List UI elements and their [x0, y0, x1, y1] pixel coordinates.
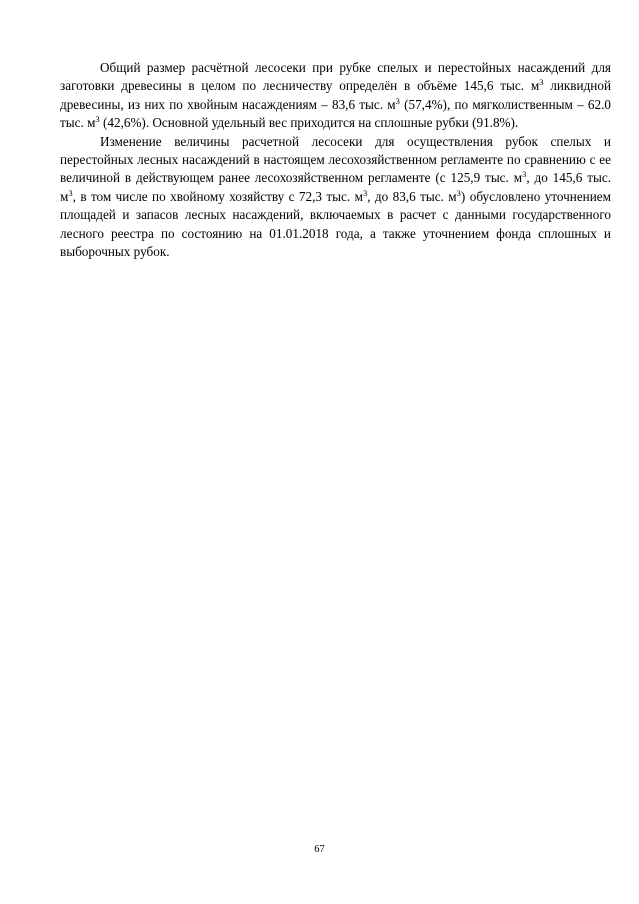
paragraph-2-superscript-1: 3 — [522, 169, 527, 180]
paragraph-2-superscript-2: 3 — [68, 187, 73, 198]
paragraph-allowable-cut-size — [60, 59, 611, 133]
page-number: 67 — [314, 844, 325, 855]
paragraph-2-text-4: , до 83,6 тыс. м — [367, 188, 457, 204]
paragraph-2-text-3: , в том числе по хвойному хозяйству с 72,3 тыс. м — [72, 188, 363, 204]
paragraph-2-text-2: , до 145,6 тыс. м — [60, 170, 611, 204]
paragraph-1-text-2: ликвидной древесины, из них по хвойным насаждениям – 83,6 тыс. м — [60, 78, 612, 112]
paragraph-1-text-1: Общий размер расчётной лесосеки при рубке спелых и перестойных насаждений для заготовки древесины в целом по лесничеству определён в объёме 145,6 тыс. м — [60, 60, 611, 94]
paragraph-1-text-4: (42,6%). Основной удельный вес приходится на сплошные рубки (91.8%). — [99, 115, 519, 131]
paragraph-1-superscript-2: 3 — [395, 95, 400, 106]
paragraph-2-superscript-4: 3 — [456, 187, 461, 198]
paragraph-allowable-cut-change — [60, 133, 611, 262]
paragraph-2-superscript-3: 3 — [362, 187, 368, 198]
paragraph-2-text-5: ) обусловлено уточнением площадей и запасов лесных насаждений, включаемых в расчет с данными государственного лесного реестра по состоянию на 01.01.2018 года, а также уточнением фонда сплошных и выборочных рубок. — [60, 188, 611, 260]
paragraph-1-superscript-1: 3 — [539, 77, 544, 88]
paragraph-2-text-1: Изменение величины расчетной лесосеки для осуществления рубок спелых и перестойных лесных насаждений в настоящем лесохозяйственном регламенте по сравнению с ее величиной в действующем ранее лесохозяйственном регламенте (с 125,9 тыс. м — [60, 133, 611, 186]
paragraph-1-text-3: (57,4%), по мягколиственным – 62.0 тыс. м — [60, 96, 611, 131]
body-text — [60, 59, 611, 261]
paragraph-1-superscript-3: 3 — [95, 114, 100, 125]
